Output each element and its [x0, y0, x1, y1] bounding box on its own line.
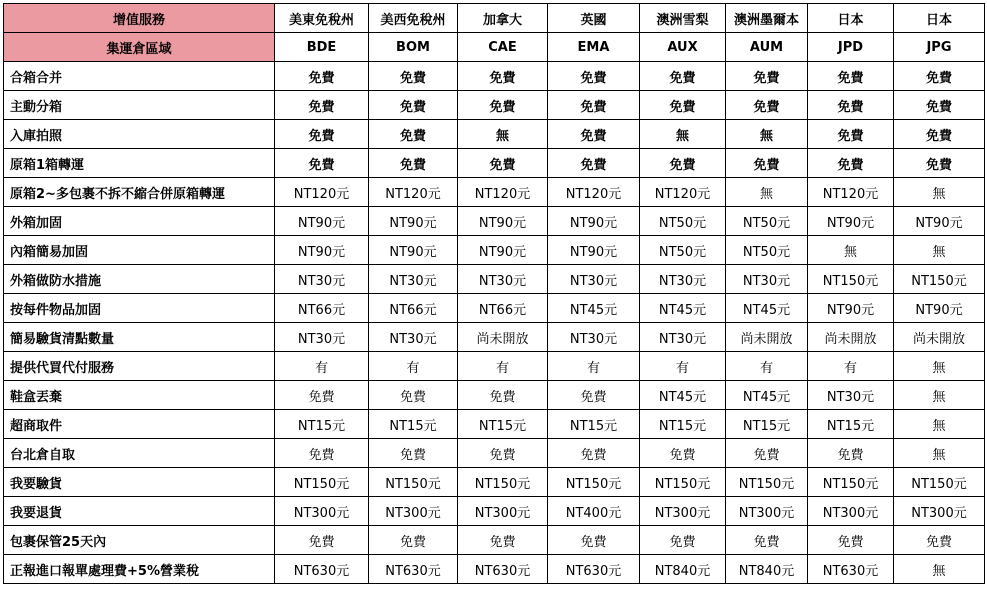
table-row: [4, 468, 985, 497]
price-cell: 有: [726, 352, 808, 381]
price-cell: 無: [894, 236, 985, 265]
price-cell: NT630元: [275, 555, 369, 584]
price-cell: NT120元: [458, 178, 548, 207]
service-label-cell: 原箱1箱轉運: [4, 149, 275, 178]
price-cell: NT90元: [458, 207, 548, 236]
service-header-cell: 增值服務: [4, 4, 275, 33]
price-cell: NT120元: [275, 178, 369, 207]
price-cell: NT300元: [726, 497, 808, 526]
price-cell: NT300元: [458, 497, 548, 526]
column-code-cell: AUX: [640, 33, 726, 62]
price-cell: NT300元: [640, 497, 726, 526]
price-cell: 免費: [369, 120, 458, 149]
column-name-cell: 美西免稅州: [369, 4, 458, 33]
price-cell: NT45元: [548, 294, 640, 323]
price-cell: 免費: [548, 526, 640, 555]
price-cell: NT90元: [369, 207, 458, 236]
service-label-cell: 外箱做防水措施: [4, 265, 275, 294]
price-cell: NT120元: [548, 178, 640, 207]
column-name-cell: 加拿大: [458, 4, 548, 33]
price-cell: 無: [894, 410, 985, 439]
price-cell: 免費: [894, 62, 985, 91]
table-row: [4, 497, 985, 526]
price-cell: 無: [894, 352, 985, 381]
header-row-service: [4, 4, 985, 33]
price-cell: NT90元: [548, 236, 640, 265]
price-cell: 免費: [458, 381, 548, 410]
price-cell: 免費: [369, 62, 458, 91]
price-cell: 免費: [726, 439, 808, 468]
table-row: [4, 294, 985, 323]
service-label-cell: 原箱2~多包裹不拆不縮合併原箱轉運: [4, 178, 275, 207]
price-cell: 無: [458, 120, 548, 149]
price-cell: NT15元: [369, 410, 458, 439]
price-cell: 免費: [369, 526, 458, 555]
price-cell: NT300元: [808, 497, 894, 526]
service-label-cell: 我要退貨: [4, 497, 275, 526]
table-row: [4, 323, 985, 352]
table-row: [4, 526, 985, 555]
column-code-cell: EMA: [548, 33, 640, 62]
price-cell: NT150元: [458, 468, 548, 497]
price-cell: 有: [458, 352, 548, 381]
price-cell: 免費: [548, 91, 640, 120]
table-row: [4, 178, 985, 207]
price-cell: 免費: [808, 526, 894, 555]
price-cell: NT50元: [726, 207, 808, 236]
price-cell: NT15元: [275, 410, 369, 439]
price-cell: 無: [726, 178, 808, 207]
price-cell: NT120元: [808, 178, 894, 207]
price-cell: NT15元: [640, 410, 726, 439]
price-cell: 免費: [640, 62, 726, 91]
service-label-cell: 合箱合并: [4, 62, 275, 91]
price-cell: 免費: [275, 526, 369, 555]
table-row: [4, 439, 985, 468]
price-cell: NT66元: [369, 294, 458, 323]
price-cell: 免費: [808, 62, 894, 91]
price-cell: NT150元: [894, 265, 985, 294]
service-label-cell: 超商取件: [4, 410, 275, 439]
price-cell: 免費: [275, 439, 369, 468]
header-row-region: [4, 33, 985, 62]
price-cell: NT300元: [894, 497, 985, 526]
price-cell: 尚未開放: [458, 323, 548, 352]
price-cell: 免費: [458, 149, 548, 178]
price-cell: NT90元: [548, 207, 640, 236]
price-cell: 免費: [894, 149, 985, 178]
price-cell: NT150元: [894, 468, 985, 497]
price-cell: 無: [894, 178, 985, 207]
price-cell: 尚未開放: [726, 323, 808, 352]
price-cell: NT30元: [275, 323, 369, 352]
price-cell: 免費: [808, 439, 894, 468]
price-cell: NT630元: [369, 555, 458, 584]
table-row: [4, 555, 985, 584]
price-cell: NT840元: [640, 555, 726, 584]
price-cell: 免費: [275, 149, 369, 178]
price-cell: 無: [640, 120, 726, 149]
price-cell: NT30元: [548, 323, 640, 352]
price-cell: 免費: [369, 149, 458, 178]
price-cell: NT90元: [808, 294, 894, 323]
price-cell: 免費: [808, 149, 894, 178]
price-cell: NT630元: [458, 555, 548, 584]
table-row: [4, 207, 985, 236]
table-row: [4, 381, 985, 410]
column-name-cell: 日本: [808, 4, 894, 33]
price-cell: 有: [640, 352, 726, 381]
price-cell: 免費: [275, 381, 369, 410]
price-cell: 免費: [640, 91, 726, 120]
price-cell: NT90元: [275, 236, 369, 265]
price-cell: 免費: [458, 526, 548, 555]
price-cell: 免費: [369, 91, 458, 120]
price-cell: 免費: [726, 91, 808, 120]
price-cell: 有: [808, 352, 894, 381]
service-label-cell: 提供代買代付服務: [4, 352, 275, 381]
price-cell: 無: [894, 439, 985, 468]
price-cell: 免費: [726, 149, 808, 178]
region-header-cell: 集運倉區域: [4, 33, 275, 62]
table-row: [4, 265, 985, 294]
price-cell: NT840元: [726, 555, 808, 584]
price-cell: 免費: [275, 91, 369, 120]
service-label-cell: 包裹保管25天內: [4, 526, 275, 555]
service-label-cell: 主動分箱: [4, 91, 275, 120]
price-cell: 無: [808, 236, 894, 265]
price-cell: NT45元: [726, 381, 808, 410]
price-cell: NT120元: [369, 178, 458, 207]
price-cell: 免費: [808, 120, 894, 149]
price-cell: NT630元: [548, 555, 640, 584]
table-row: [4, 120, 985, 149]
table-row: [4, 149, 985, 178]
price-cell: NT150元: [275, 468, 369, 497]
price-cell: 免費: [369, 439, 458, 468]
price-cell: 有: [275, 352, 369, 381]
price-cell: 有: [548, 352, 640, 381]
column-name-cell: 澳洲雪梨: [640, 4, 726, 33]
table-row: [4, 91, 985, 120]
column-name-cell: 美東免稅州: [275, 4, 369, 33]
price-cell: NT45元: [640, 381, 726, 410]
price-cell: 無: [894, 381, 985, 410]
price-cell: 免費: [894, 91, 985, 120]
price-cell: 免費: [548, 120, 640, 149]
price-cell: 免費: [548, 149, 640, 178]
price-cell: NT150元: [808, 265, 894, 294]
price-cell: 免費: [548, 62, 640, 91]
price-cell: NT30元: [275, 265, 369, 294]
price-cell: NT50元: [640, 236, 726, 265]
price-cell: 尚未開放: [894, 323, 985, 352]
price-cell: NT90元: [369, 236, 458, 265]
price-cell: 免費: [808, 91, 894, 120]
price-cell: 免費: [640, 439, 726, 468]
price-cell: NT90元: [808, 207, 894, 236]
column-code-cell: JPG: [894, 33, 985, 62]
price-cell: 免費: [640, 526, 726, 555]
price-cell: 無: [894, 555, 985, 584]
value-added-services-table: [3, 3, 985, 584]
price-cell: 免費: [726, 526, 808, 555]
price-cell: NT400元: [548, 497, 640, 526]
service-label-cell: 內箱簡易加固: [4, 236, 275, 265]
column-code-cell: CAE: [458, 33, 548, 62]
price-cell: NT150元: [640, 468, 726, 497]
price-cell: NT90元: [894, 207, 985, 236]
price-cell: NT15元: [458, 410, 548, 439]
price-cell: NT630元: [808, 555, 894, 584]
service-label-cell: 我要驗貨: [4, 468, 275, 497]
price-cell: NT150元: [548, 468, 640, 497]
price-cell: 免費: [894, 120, 985, 149]
price-cell: NT150元: [726, 468, 808, 497]
price-cell: NT90元: [275, 207, 369, 236]
price-cell: NT90元: [894, 294, 985, 323]
price-cell: NT90元: [458, 236, 548, 265]
price-cell: NT30元: [640, 265, 726, 294]
price-cell: NT120元: [640, 178, 726, 207]
table-row: [4, 410, 985, 439]
pricing-table-container: [3, 3, 985, 584]
price-cell: NT30元: [369, 323, 458, 352]
column-code-cell: BDE: [275, 33, 369, 62]
price-cell: NT300元: [369, 497, 458, 526]
price-cell: NT15元: [548, 410, 640, 439]
price-cell: NT30元: [369, 265, 458, 294]
price-cell: NT66元: [458, 294, 548, 323]
price-cell: NT45元: [726, 294, 808, 323]
price-cell: 無: [726, 120, 808, 149]
table-row: [4, 236, 985, 265]
price-cell: NT150元: [808, 468, 894, 497]
service-label-cell: 按每件物品加固: [4, 294, 275, 323]
price-cell: 有: [369, 352, 458, 381]
price-cell: 尚未開放: [808, 323, 894, 352]
price-cell: NT15元: [726, 410, 808, 439]
price-cell: 免費: [548, 439, 640, 468]
service-label-cell: 台北倉自取: [4, 439, 275, 468]
price-cell: 免費: [548, 381, 640, 410]
price-cell: NT15元: [808, 410, 894, 439]
column-code-cell: BOM: [369, 33, 458, 62]
price-cell: 免費: [640, 149, 726, 178]
price-cell: 免費: [369, 381, 458, 410]
table-row: [4, 62, 985, 91]
price-cell: 免費: [458, 91, 548, 120]
table-row: [4, 352, 985, 381]
service-label-cell: 正報進口報單處理費+5%營業稅: [4, 555, 275, 584]
price-cell: 免費: [458, 439, 548, 468]
price-cell: 免費: [275, 62, 369, 91]
service-label-cell: 外箱加固: [4, 207, 275, 236]
price-cell: 免費: [726, 62, 808, 91]
service-label-cell: 鞋盒丟棄: [4, 381, 275, 410]
column-code-cell: JPD: [808, 33, 894, 62]
price-cell: NT30元: [458, 265, 548, 294]
column-name-cell: 澳洲墨爾本: [726, 4, 808, 33]
price-cell: NT66元: [275, 294, 369, 323]
service-label-cell: 簡易驗貨清點數量: [4, 323, 275, 352]
price-cell: NT150元: [369, 468, 458, 497]
price-cell: 免費: [275, 120, 369, 149]
price-cell: NT45元: [640, 294, 726, 323]
column-name-cell: 英國: [548, 4, 640, 33]
price-cell: 免費: [894, 526, 985, 555]
column-code-cell: AUM: [726, 33, 808, 62]
price-cell: NT30元: [548, 265, 640, 294]
price-cell: NT50元: [726, 236, 808, 265]
price-cell: NT30元: [726, 265, 808, 294]
price-cell: NT30元: [640, 323, 726, 352]
price-cell: 免費: [458, 62, 548, 91]
column-name-cell: 日本: [894, 4, 985, 33]
price-cell: NT30元: [808, 381, 894, 410]
service-label-cell: 入庫拍照: [4, 120, 275, 149]
price-cell: NT50元: [640, 207, 726, 236]
price-cell: NT300元: [275, 497, 369, 526]
